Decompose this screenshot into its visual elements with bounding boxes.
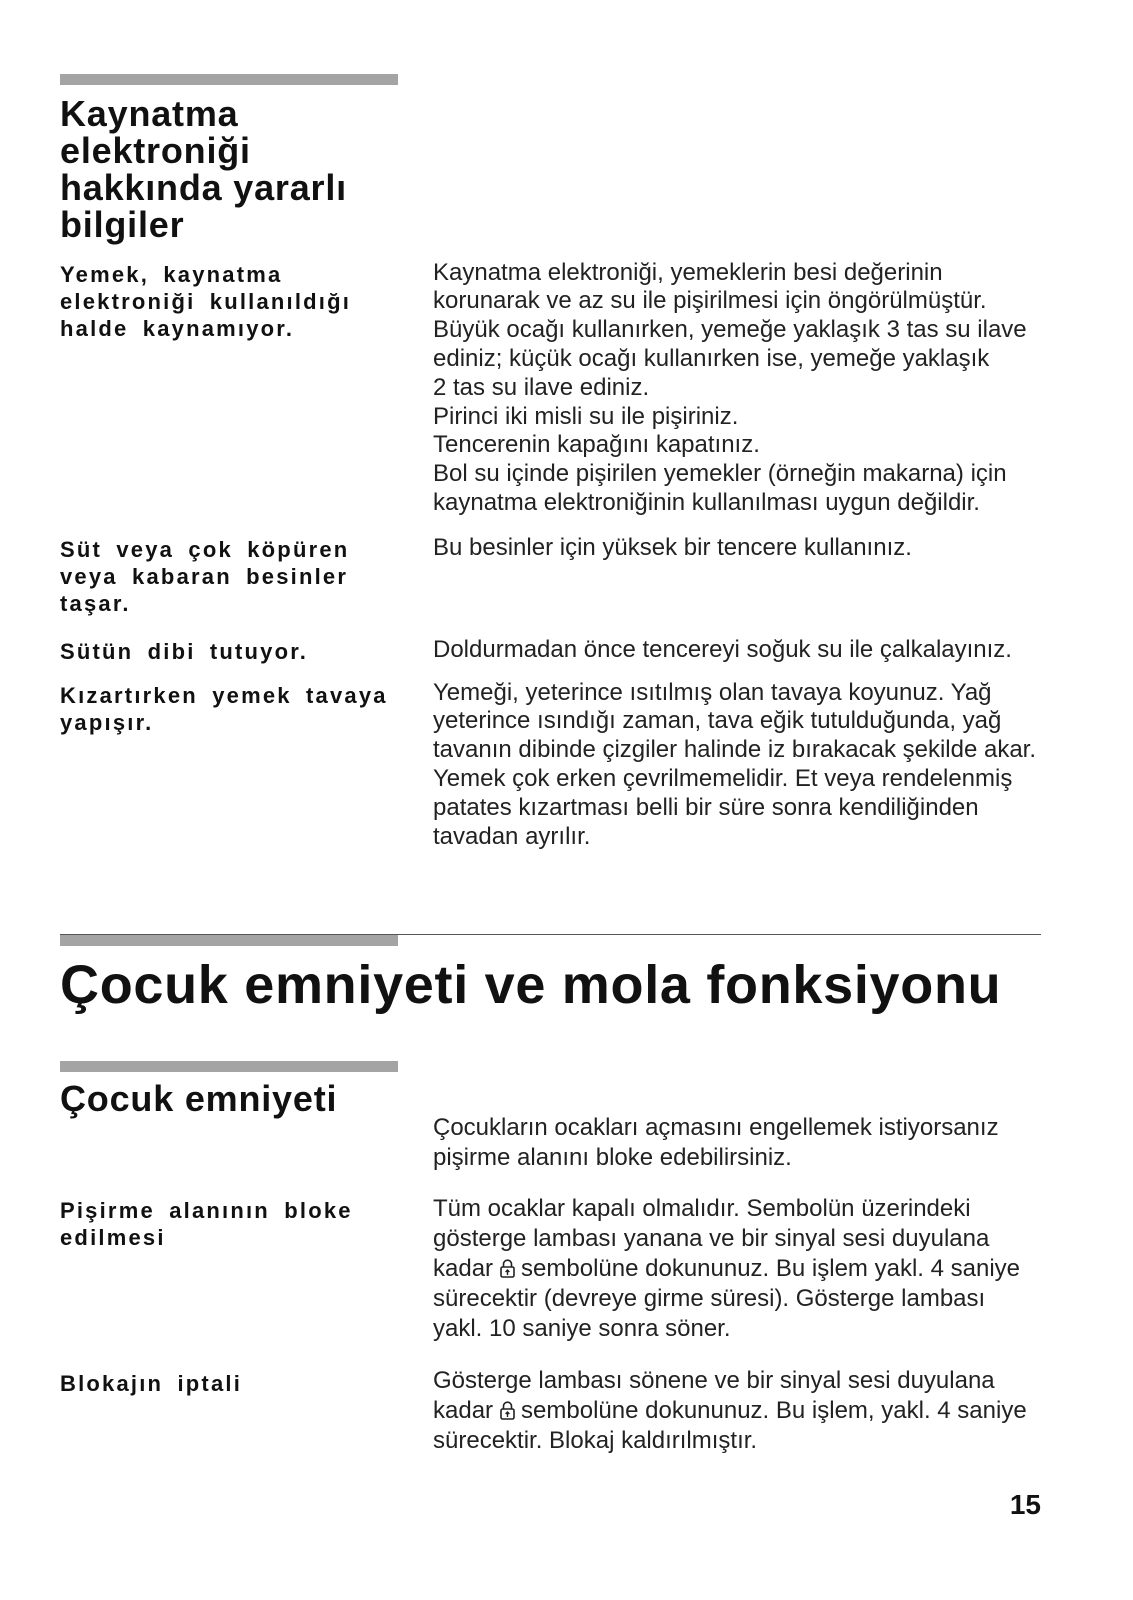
solution-text [433, 1194, 1073, 1344]
solution-line: Bu besinler için yüksek bir tencere kullanınız. [433, 533, 912, 561]
solution-line: patates kızartması belli bir süre sonra kendiliğinden [433, 793, 979, 821]
solution-line: kaynatma elektroniğinin kullanılması uygun değildir. [433, 488, 980, 516]
section-rule-bar [60, 74, 398, 85]
solution-line: ediniz; küçük ocağı kullanırken ise, yemeğe yaklaşık [433, 344, 990, 372]
intro-text [433, 1113, 1073, 1173]
section-heading-child-lock [60, 1077, 338, 1119]
solution-line: Büyük ocağı kullanırken, yemeğe yaklaşık 3 tas su ilave [433, 316, 1027, 344]
heading-line: hakkında yararlı [60, 167, 347, 208]
problem-line: halde kaynamıyor. [60, 315, 295, 341]
heading-line: Çocuk emniyeti [60, 1077, 338, 1119]
problem-text [60, 682, 410, 736]
solution-text [433, 679, 1073, 852]
solution-text [433, 534, 1073, 563]
problem-text [60, 261, 410, 342]
solution-line: gösterge lambası yanana ve bir sinyal sesi duyulana [433, 1225, 990, 1252]
problem-line: elektroniği kullanıldığı [60, 288, 352, 314]
intro-line: Çocukların ocakları açmasını engellemek istiyorsanız [433, 1114, 999, 1141]
heading-line: bilgiler [60, 204, 185, 245]
solution-line: Bol su içinde pişirilen yemekler (örneğin makarna) için [433, 460, 1007, 488]
solution-line-with-icon [433, 1396, 1073, 1426]
problem-line: Blokajın iptali [60, 1370, 243, 1396]
intro-line: pişirme alanını bloke edebilirsiniz. [433, 1144, 792, 1171]
problem-line: Sütün dibi tutuyor. [60, 638, 309, 664]
chapter-title: Çocuk emniyeti ve mola fonksiyonu [60, 955, 1002, 1015]
chapter-rule-bar [60, 935, 398, 946]
problem-line: Yemek, kaynatma [60, 261, 283, 287]
problem-line: yapışır. [60, 709, 154, 735]
line-text-after: sembolüne dokununuz. Bu işlem yakl. 4 saniye [521, 1255, 1020, 1282]
page-number: 15 [1009, 1489, 1041, 1520]
section-heading-boiling-electronics [60, 95, 347, 243]
problem-text [60, 536, 410, 617]
solution-line-with-icon [433, 1254, 1073, 1284]
solution-line: Tencerenin kapağını kapatınız. [433, 431, 760, 459]
solution-line: yeterince ısındığı zaman, tava eğik tutulduğunda, yağ [433, 707, 1002, 735]
lock-icon [499, 1258, 516, 1278]
line-text-before: kadar [433, 1397, 494, 1424]
line-text-after: sembolüne dokununuz. Bu işlem, yakl. 4 saniye [521, 1397, 1027, 1424]
problem-line: Pişirme alanının bloke [60, 1197, 353, 1223]
solution-line: Tüm ocaklar kapalı olmalıdır. Sembolün üzerindeki [433, 1195, 971, 1222]
solution-line: Doldurmadan önce tencereyi soğuk su ile çalkalayınız. [433, 635, 1012, 663]
problem-text [60, 1197, 410, 1251]
solution-line: Yemek çok erken çevrilmemelidir. Et veya rendelenmiş [433, 764, 1013, 792]
section-rule-bar [60, 1061, 398, 1072]
solution-text [433, 636, 1073, 665]
heading-line: Kaynatma [60, 93, 239, 134]
solution-line: tavadan ayrılır. [433, 822, 591, 850]
solution-line: Pirinci iki misli su ile pişiriniz. [433, 402, 739, 430]
problem-line: veya kabaran besinler [60, 563, 349, 589]
lock-icon [499, 1400, 516, 1420]
solution-line: 2 tas su ilave ediniz. [433, 373, 650, 401]
problem-text [60, 1370, 410, 1397]
problem-line: edilmesi [60, 1224, 166, 1250]
solution-line: korunarak ve az su ile pişirilmesi için öngörülmüştür. [433, 287, 987, 315]
problem-line: taşar. [60, 590, 131, 616]
problem-line: Süt veya çok köpüren [60, 536, 350, 562]
solution-line: Gösterge lambası sönene ve bir sinyal sesi duyulana [433, 1367, 995, 1394]
solution-line: yakl. 10 saniye sonra söner. [433, 1315, 731, 1342]
problem-text [60, 638, 410, 665]
solution-line: Yemeği, yeterince ısıtılmış olan tavaya koyunuz. Yağ [433, 678, 992, 706]
solution-text [433, 1366, 1073, 1456]
solution-line: sürecektir. Blokaj kaldırılmıştır. [433, 1427, 758, 1454]
solution-line: sürecektir (devreye girme süresi). Gösterge lambası [433, 1285, 986, 1312]
solution-line: Kaynatma elektroniği, yemeklerin besi değerinin [433, 258, 943, 286]
line-text-before: kadar [433, 1255, 494, 1282]
solution-line: tavanın dibinde çizgiler halinde iz bırakacak şekilde akar. [433, 736, 1037, 764]
problem-line: Kızartırken yemek tavaya [60, 682, 388, 708]
solution-text [433, 259, 1073, 518]
heading-line: elektroniği [60, 130, 251, 171]
